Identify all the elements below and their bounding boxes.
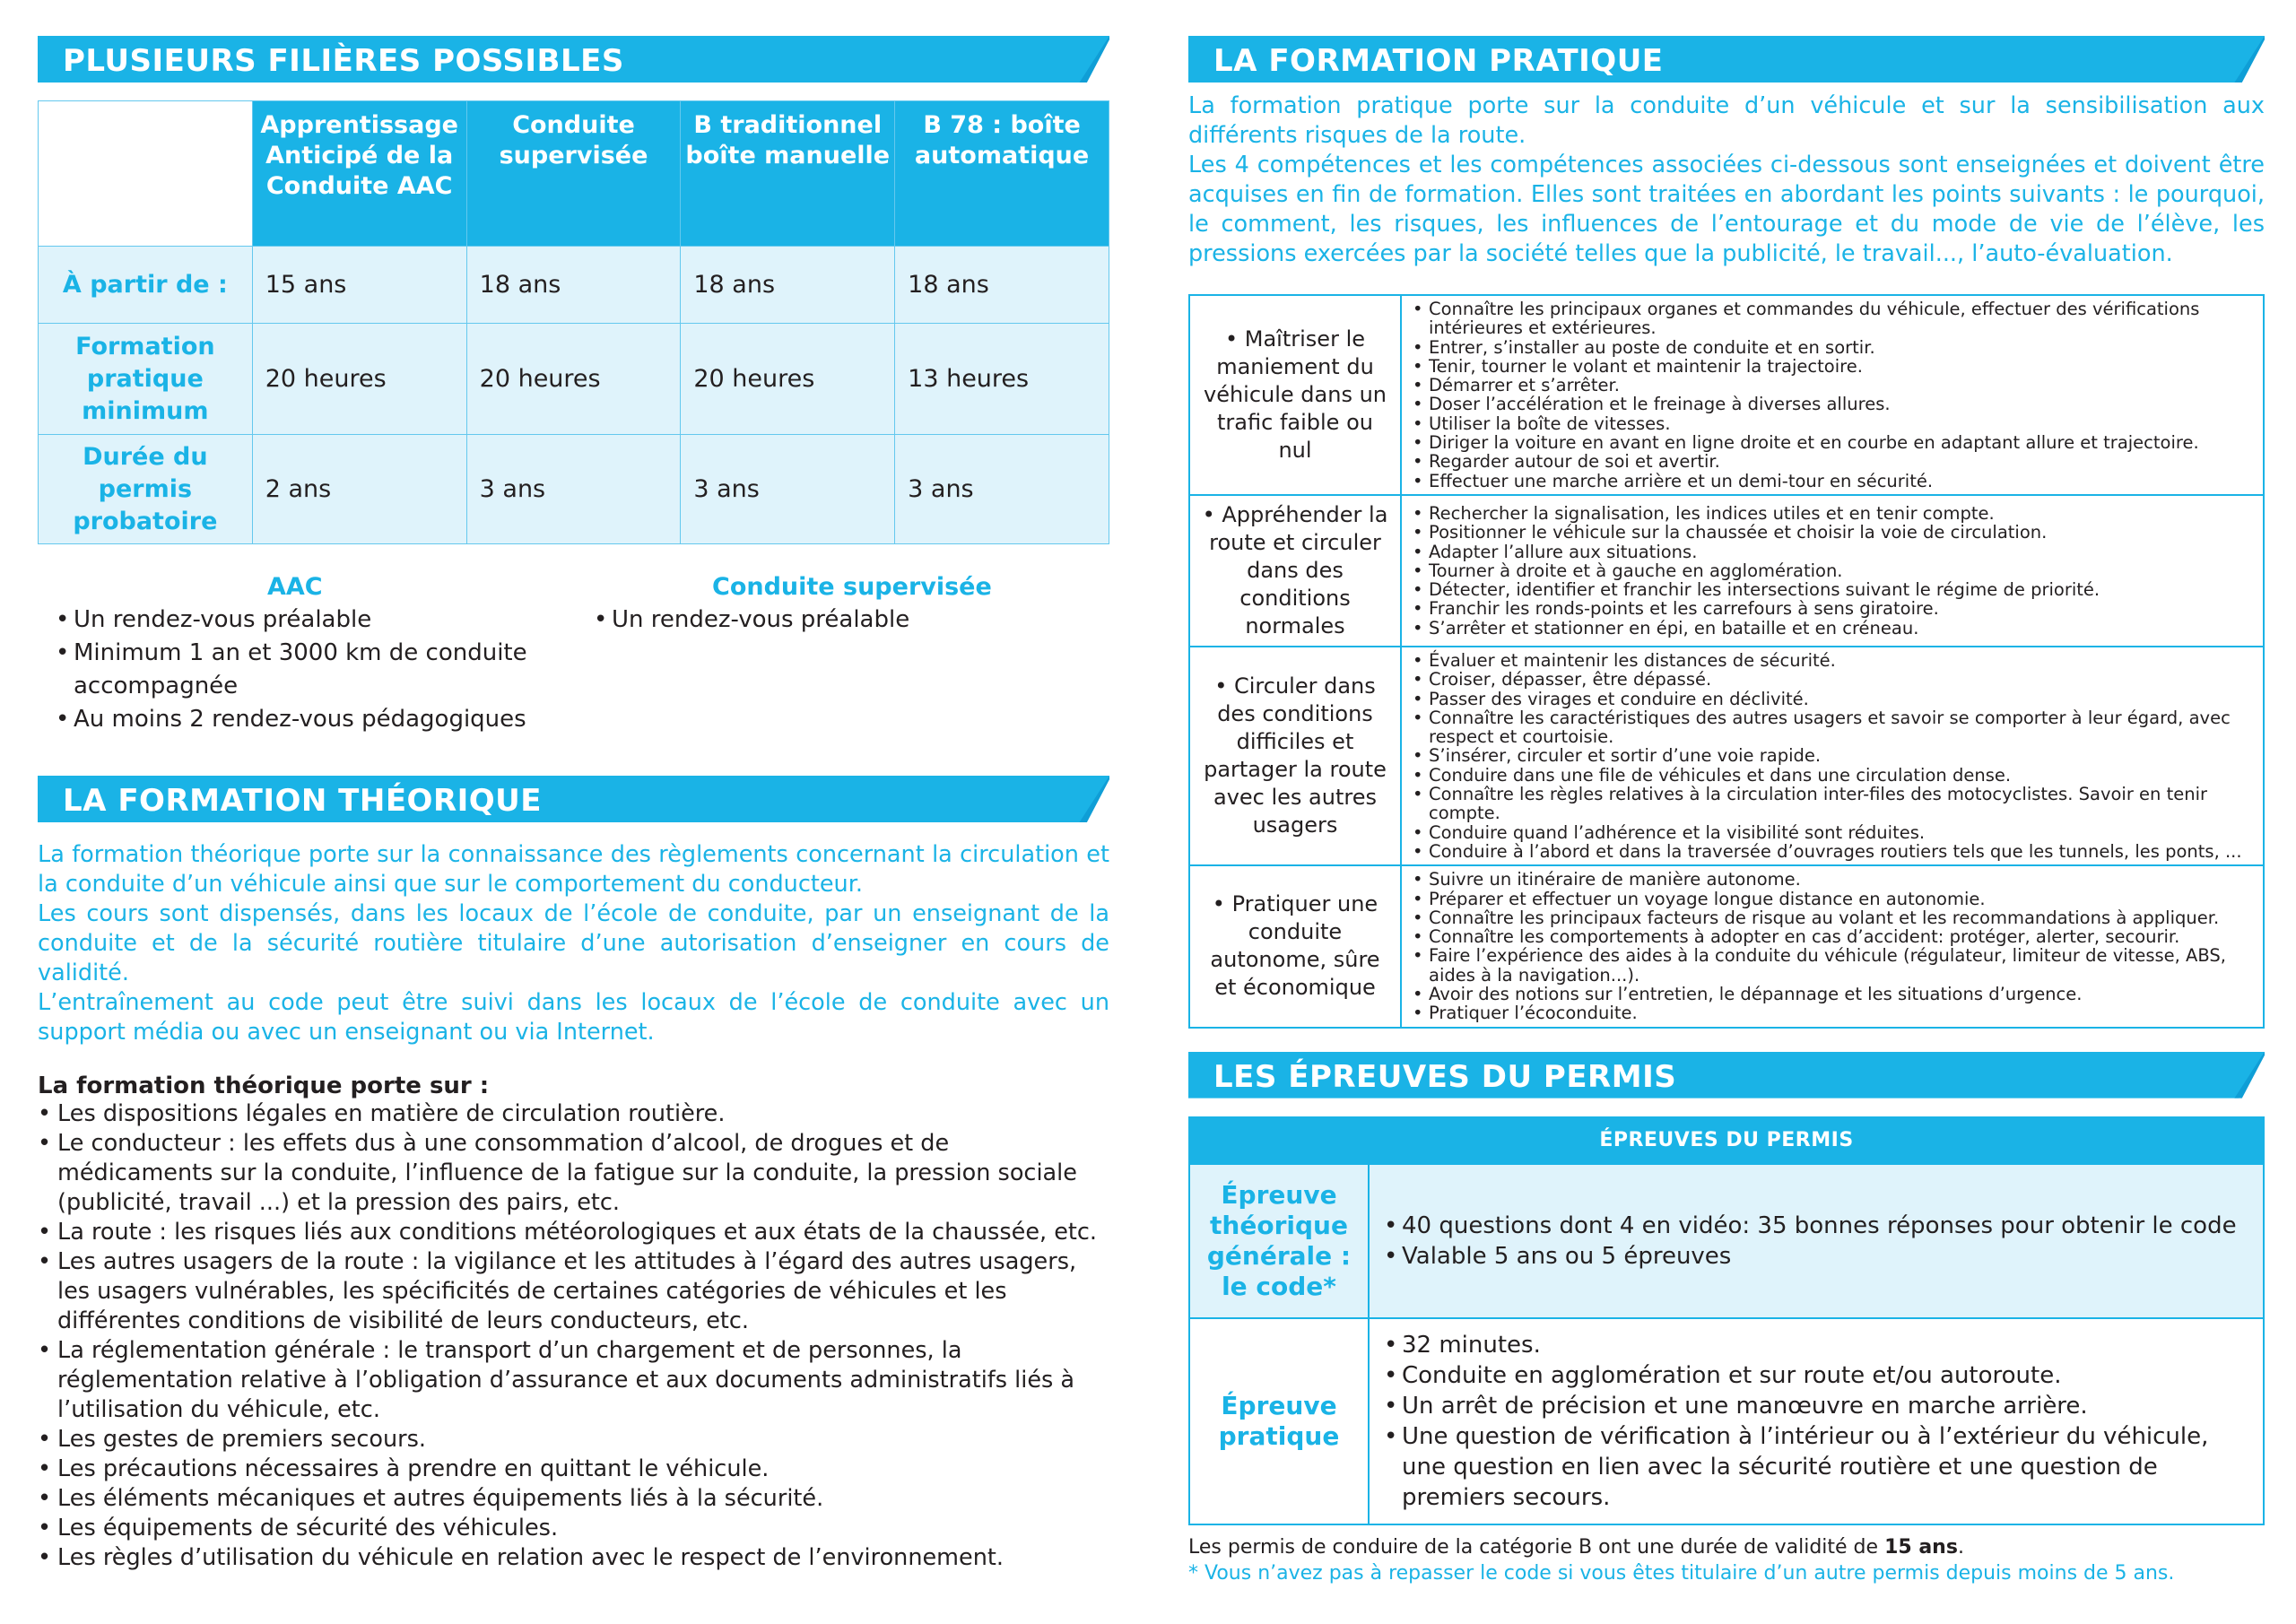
list-item: • Une question de vérification à l’intérieur ou à l’extérieur du véhicule, une question en lien avec la sécurité routière et une question de premiers secours. — [1382, 1421, 2250, 1513]
column-header-b78: B 78 : boîte automatique — [895, 101, 1109, 247]
list-item: • Utiliser la boîte de vitesses. — [1411, 414, 2254, 433]
list-item: • Pratiquer l’écoconduite. — [1411, 1003, 2254, 1022]
pratique-banner — [1188, 36, 2265, 83]
competence-label: • Maîtriser le maniement du véhicule dans un trafic faible ou nul — [1189, 295, 1401, 495]
row-header-theorique: Épreuve théorique générale : le code* — [1189, 1164, 1369, 1318]
list-item: • Faire l’expérience des aides à la conduite du véhicule (régulateur, limiteur de vitesse, ABS, aides à la navigation...). — [1411, 946, 2254, 985]
list-item: • Tenir, tourner le volant et maintenir la trajectoire. — [1411, 357, 2254, 376]
theorique-intro-2: Les cours sont dispensés, dans les locaux de l’école de conduite, par un enseignant de la conduite et de la sécurité routière titulaire d’une autorisation d’enseigner en cours de validité. — [38, 900, 1109, 986]
table-row — [1189, 865, 2264, 1027]
list-item: • Passer des virages et conduire en déclivité. — [1411, 690, 2254, 708]
list-item: • Évaluer et maintenir les distances de sécurité. — [1411, 651, 2254, 670]
table-row — [39, 324, 1109, 435]
supervisee-list — [594, 604, 1096, 637]
list-item: • La route : les risques liés aux conditions météorologiques et aux états de la chaussée, etc. — [38, 1218, 1109, 1247]
list-item: • Préparer et effectuer un voyage longue distance en autonomie. — [1411, 890, 2254, 908]
epreuves-table-title: ÉPREUVES DU PERMIS — [1189, 1117, 2264, 1164]
list-item: • Minimum 1 an et 3000 km de conduite accompagnée — [56, 637, 567, 703]
list-item: • Regarder autour de soi et avertir. — [1411, 452, 2254, 471]
theorique-intro-3: L’entraînement au code peut être suivi dans les locaux de l’école de conduite avec un support média ou avec un enseignant ou via Internet. — [38, 989, 1109, 1046]
table-corner — [39, 101, 253, 247]
table-row — [1189, 1318, 2264, 1524]
list-item: • Effectuer une marche arrière et un demi-tour en sécurité. — [1411, 472, 2254, 491]
filieres-details — [38, 573, 1109, 752]
column-header-supervisee: Conduite supervisée — [466, 101, 681, 247]
competences-table — [1188, 294, 2265, 1029]
competence-label: • Pratiquer une conduite autonome, sûre et économique — [1189, 865, 1401, 1027]
list-item: • S’insérer, circuler et sortir d’une voie rapide. — [1411, 746, 2254, 765]
table-cell: 3 ans — [681, 435, 895, 544]
theorique-intro-1: La formation théorique porte sur la connaissance des règlements concernant la circulation et la conduite d’un véhicule ainsi que sur le comportement du conducteur. — [38, 841, 1109, 898]
list-item: • 32 minutes. — [1382, 1330, 2250, 1360]
table-cell: 3 ans — [895, 435, 1109, 544]
row-header-pratique: Épreuve pratique — [1189, 1318, 1369, 1524]
list-item: • Connaître les comportements à adopter en cas d’accident: protéger, alerter, secourir. — [1411, 927, 2254, 946]
list-item: • Connaître les règles relatives à la circulation inter-files des motocyclistes. Savoir en tenir compte. — [1411, 785, 2254, 823]
list-item: • Croiser, dépasser, être dépassé. — [1411, 670, 2254, 689]
theorique-list-title: La formation théorique porte sur : — [38, 1073, 490, 1099]
list-item: • Connaître les caractéristiques des autres usagers et savoir se comporter à leur égard, avec respect et courtoisie. — [1411, 708, 2254, 747]
table-cell: 20 heures — [466, 324, 681, 435]
table-row — [1189, 295, 2264, 495]
filieres-banner — [38, 36, 1109, 83]
list-item: • Les éléments mécaniques et autres équipements liés à la sécurité. — [38, 1484, 1109, 1514]
list-item: • Avoir des notions sur l’entretien, le dépannage et les situations d’urgence. — [1411, 985, 2254, 1003]
list-item: • La réglementation générale : le transport d’un chargement et de personnes, la réglementation relative à l’obligation d’assurance et aux documents administratifs liés à l’utilisation du véhicule, etc. — [38, 1336, 1109, 1425]
theorique-list — [38, 1099, 1109, 1573]
table-cell: 18 ans — [466, 247, 681, 324]
table-cell: 2 ans — [252, 435, 466, 544]
column-header-b-traditionnel: B traditionnel boîte manuelle — [681, 101, 895, 247]
table-cell: 3 ans — [466, 435, 681, 544]
list-item: • Le conducteur : les effets dus à une consommation d’alcool, de drogues et de médicaments sur la conduite, l’influence de la fatigue sur la conduite, la pression sociale (publicité, travail ...) et la pression des pairs, etc. — [38, 1129, 1109, 1218]
list-item: • Entrer, s’installer au poste de conduite et en sortir. — [1411, 338, 2254, 357]
list-item: • Tourner à droite et à gauche en agglomération. — [1411, 561, 2254, 580]
list-item: • S’arrêter et stationner en épi, en bataille et en créneau. — [1411, 619, 2254, 638]
table-cell: 18 ans — [895, 247, 1109, 324]
list-item: • Adapter l’allure aux situations. — [1411, 543, 2254, 561]
list-item: • Conduire quand l’adhérence et la visibilité sont réduites. — [1411, 823, 2254, 842]
table-cell: 13 heures — [895, 324, 1109, 435]
list-item: • 40 questions dont 4 en vidéo: 35 bonnes réponses pour obtenir le code — [1382, 1211, 2250, 1241]
list-item: • Suivre un itinéraire de manière autonome. — [1411, 870, 2254, 889]
competence-items — [1401, 647, 2264, 865]
competence-label: • Circuler dans des conditions difficiles et partager la route avec les autres usagers — [1189, 647, 1401, 865]
left-column — [38, 36, 1109, 1573]
row-header-age: À partir de : — [39, 247, 253, 324]
row-header-formation: Formation pratique minimum — [39, 324, 253, 435]
list-item: • Valable 5 ans ou 5 épreuves — [1382, 1241, 2250, 1272]
list-item: • Un rendez-vous préalable — [594, 604, 1096, 637]
competence-items — [1401, 295, 2264, 495]
table-cell: 15 ans — [252, 247, 466, 324]
list-item: • Au moins 2 rendez-vous pédagogiques — [56, 703, 567, 736]
filieres-title: PLUSIEURS FILIÈRES POSSIBLES — [63, 43, 624, 79]
table-row — [39, 247, 1109, 324]
competence-label: • Appréhender la route et circuler dans des conditions normales — [1189, 495, 1401, 647]
list-item: • Les règles d’utilisation du véhicule en relation avec le respect de l’environnement. — [38, 1543, 1109, 1573]
table-row — [1189, 647, 2264, 865]
table-cell: 20 heures — [252, 324, 466, 435]
list-item: • Connaître les principaux organes et commandes du véhicule, effectuer des vérifications intérieures et extérieures. — [1411, 300, 2254, 338]
row-header-duree: Durée du permis probatoire — [39, 435, 253, 544]
epreuves-table — [1188, 1116, 2265, 1525]
list-item: • Diriger la voiture en avant en ligne droite et en courbe en adaptant allure et trajectoire. — [1411, 433, 2254, 452]
supervisee-subtitle: Conduite supervisée — [712, 573, 992, 601]
list-item: • Détecter, identifier et franchir les intersections suivant le régime de priorité. — [1411, 580, 2254, 599]
code-footnote: * Vous n’avez pas à repasser le code si vous êtes titulaire d’un autre permis depuis moins de 5 ans. — [1188, 1561, 2175, 1585]
table-cell: 18 ans — [681, 247, 895, 324]
aac-list — [56, 604, 567, 736]
filieres-table — [38, 100, 1109, 544]
table-row — [39, 435, 1109, 544]
list-item: • Les équipements de sécurité des véhicules. — [38, 1514, 1109, 1543]
list-item: • Démarrer et s’arrêter. — [1411, 376, 2254, 395]
table-cell: 20 heures — [681, 324, 895, 435]
pratique-title: LA FORMATION PRATIQUE — [1213, 43, 1664, 79]
epreuves-banner — [1188, 1052, 2265, 1099]
validity-note — [1188, 1536, 2265, 1559]
right-column — [1188, 36, 2265, 1585]
validity-duration: 15 ans — [1884, 1535, 1958, 1559]
pratique-intro-2: Les 4 compétences et les compétences associées ci-dessous sont enseignées et doivent être acquises en fin de formation. Elles sont traitées en abordant les points suivants : le pourquoi, le comment, les risques, les influences de l’entourage et du mode de vie de l’élève, les pressions exercées par la société telles que la publicité, le travail..., l’auto-évaluation. — [1188, 152, 2265, 267]
theorique-banner — [38, 776, 1109, 822]
list-item: • Positionner le véhicule sur la chaussée et choisir la voie de circulation. — [1411, 523, 2254, 542]
list-item: • Les dispositions légales en matière de circulation routière. — [38, 1099, 1109, 1129]
list-item: • Les gestes de premiers secours. — [38, 1425, 1109, 1455]
table-row — [1189, 495, 2264, 647]
pratique-intro-1: La formation pratique porte sur la conduite d’un véhicule et sur la sensibilisation aux différents risques de la route. — [1188, 92, 2265, 149]
epreuves-title: LES ÉPREUVES DU PERMIS — [1213, 1058, 1677, 1095]
aac-subtitle: AAC — [267, 573, 323, 601]
list-item: • Franchir les ronds-points et les carrefours à sens giratoire. — [1411, 599, 2254, 618]
column-header-aac: Apprentissage Anticipé de la Conduite AAC — [252, 101, 466, 247]
competence-items — [1401, 495, 2264, 647]
list-item: • Connaître les principaux facteurs de risque au volant et les recommandations à appliquer. — [1411, 908, 2254, 927]
list-item: • Rechercher la signalisation, les indices utiles et en tenir compte. — [1411, 504, 2254, 523]
table-cell — [1369, 1164, 2264, 1318]
validity-note-text: Les permis de conduire de la catégorie B ont une durée de validité de — [1188, 1535, 1885, 1559]
theorique-title: LA FORMATION THÉORIQUE — [63, 783, 543, 819]
list-item: • Conduire dans une file de véhicules et dans une circulation dense. — [1411, 766, 2254, 785]
list-item: • Conduire à l’abord et dans la traversée d’ouvrages routiers tels que les tunnels, les ponts, ... — [1411, 842, 2254, 861]
validity-note-end: . — [1957, 1535, 1964, 1559]
list-item: • Les précautions nécessaires à prendre en quittant le véhicule. — [38, 1455, 1109, 1484]
list-item: • Un arrêt de précision et une manœuvre en marche arrière. — [1382, 1391, 2250, 1421]
list-item: • Doser l’accélération et le freinage à diverses allures. — [1411, 395, 2254, 413]
list-item: • Un rendez-vous préalable — [56, 604, 567, 637]
list-item: • Conduite en agglomération et sur route et/ou autoroute. — [1382, 1360, 2250, 1391]
table-cell — [1369, 1318, 2264, 1524]
competence-items — [1401, 865, 2264, 1027]
list-item: • Les autres usagers de la route : la vigilance et les attitudes à l’égard des autres usagers, les usagers vulnérables, les spécificités de certaines catégories de véhicules et les différentes conditions de visibilité de leurs conducteurs, etc. — [38, 1247, 1109, 1336]
table-row — [1189, 1164, 2264, 1318]
